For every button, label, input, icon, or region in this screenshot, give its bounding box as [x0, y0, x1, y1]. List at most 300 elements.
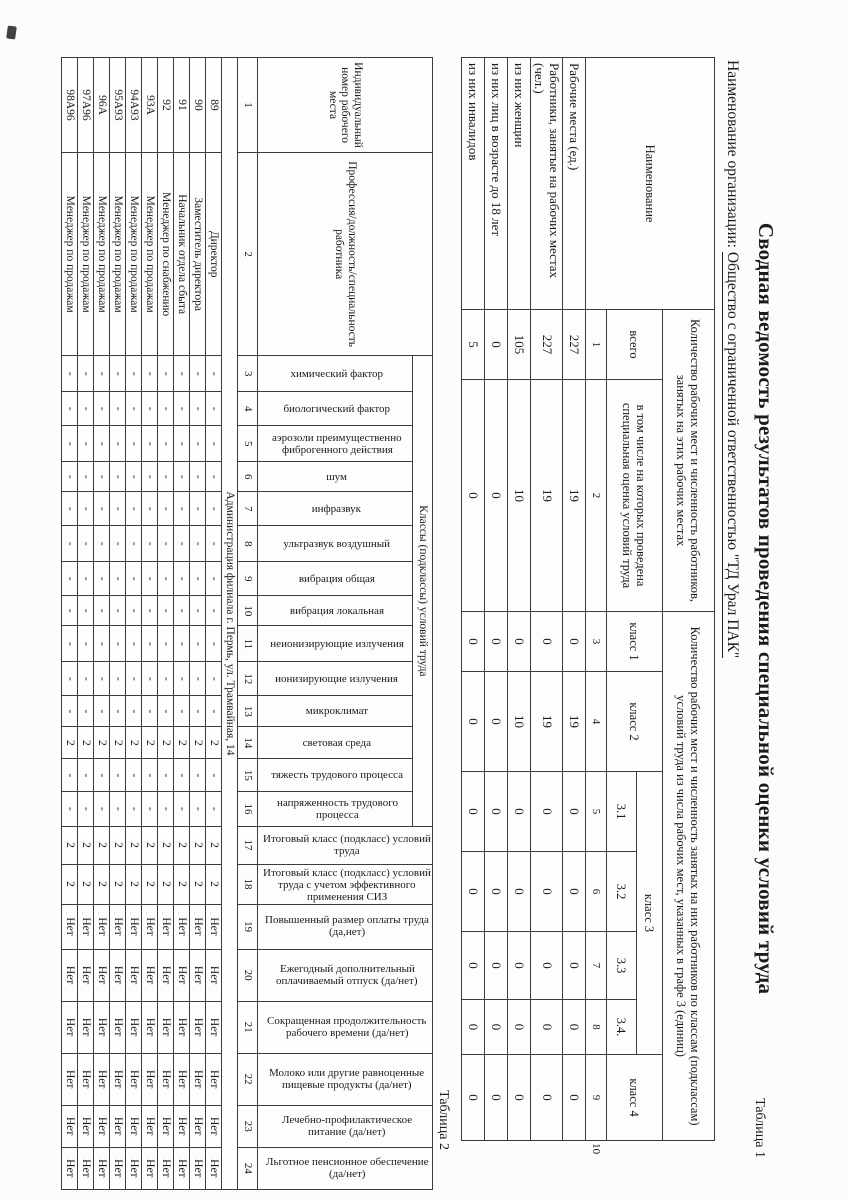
t1-value-cell: 0	[507, 1055, 530, 1141]
t1-row-label: из них лиц в возрасте до 18 лет	[484, 58, 507, 310]
t2-value-cell: -	[142, 596, 158, 626]
t2-value-cell: Нет	[110, 904, 126, 949]
t2-value-cell: Нет	[110, 1147, 126, 1189]
t2-value-cell: -	[158, 596, 174, 626]
t2-outcome-label: Итоговый класс (подкласс) условий труда	[262, 832, 431, 858]
table2-caption-line	[437, 57, 455, 1152]
t1-value-cell: 0	[461, 772, 484, 852]
t2-value-cell: -	[62, 696, 78, 727]
t2-value-cell: -	[110, 392, 126, 426]
t2-value-cell: -	[206, 696, 222, 727]
t2-value-cell: -	[110, 426, 126, 462]
t1-value-cell: 0	[530, 932, 562, 1000]
t1-value-cell: 0	[461, 1000, 484, 1055]
t1-value-cell: 0	[461, 932, 484, 1000]
t2-factor-label: ультразвук воздушный	[283, 537, 391, 550]
t1-value-cell: 0	[484, 772, 507, 852]
t2-value-cell: Нет	[94, 1105, 110, 1147]
t2-value-cell: 2	[158, 727, 174, 759]
t2-value-cell: Нет	[206, 949, 222, 1001]
table1-caption: Таблица 1	[752, 1098, 767, 1158]
t2-value-cell: -	[142, 426, 158, 462]
t2-value-cell: Нет	[62, 1001, 78, 1053]
t2-value-cell: Нет	[190, 904, 206, 949]
t2-factor-header	[258, 696, 413, 727]
t2-factor-label: шум	[326, 470, 348, 483]
t2-outcome-label: Повышенный размер оплаты труда (да,нет)	[264, 914, 429, 939]
t2-factor-header	[258, 426, 413, 462]
t2-value-cell: -	[206, 759, 222, 792]
t2-value-cell: 2	[110, 864, 126, 904]
t2-value-cell: Нет	[110, 1053, 126, 1105]
t2-value-cell: 2	[206, 826, 222, 864]
organization-line	[723, 60, 741, 1160]
t1-value-cell: 0	[484, 852, 507, 932]
t2-value-cell: Нет	[190, 1105, 206, 1147]
column-number: 10	[238, 596, 258, 626]
t2-value-cell: -	[174, 596, 190, 626]
t2-value-cell: -	[174, 696, 190, 727]
t1-value-cell: 0	[563, 932, 586, 1000]
t2-value-cell: -	[94, 696, 110, 727]
column-number: 7	[238, 492, 258, 526]
t2-value-cell: -	[126, 462, 142, 492]
column-number: 22	[238, 1053, 258, 1105]
t2-value-cell: -	[158, 356, 174, 392]
table-row	[126, 58, 142, 1190]
t2-value-cell: -	[174, 462, 190, 492]
t2-value-cell: -	[62, 356, 78, 392]
column-number: 5	[238, 426, 258, 462]
t2-value-cell: Нет	[78, 904, 94, 949]
t2-value-cell: 2	[62, 864, 78, 904]
t2-value-cell: Нет	[142, 1001, 158, 1053]
t2-value-cell: -	[190, 626, 206, 662]
t2-factor-label: биологический фактор	[283, 402, 391, 415]
t2-value-cell: -	[174, 492, 190, 526]
workplace-id: 92	[158, 58, 174, 153]
workplace-id: 94А93	[126, 58, 142, 153]
t2-value-cell: -	[94, 492, 110, 526]
t2-value-cell: -	[174, 662, 190, 696]
t1-value-cell: 0	[484, 932, 507, 1000]
t2-value-cell: -	[110, 526, 126, 562]
t2-value-cell: -	[62, 462, 78, 492]
t1-header-assessed: в том числе на которых проведена специальная оценка условий труда	[607, 380, 663, 612]
t2-value-cell: -	[158, 526, 174, 562]
t2-value-cell: -	[126, 526, 142, 562]
table-row	[78, 58, 94, 1190]
t2-value-cell: -	[62, 662, 78, 696]
column-number: 16	[238, 792, 258, 826]
t2-value-cell: -	[126, 356, 142, 392]
t2-value-cell: -	[206, 562, 222, 596]
t1-value-cell: 0	[563, 852, 586, 932]
t2-value-cell: Нет	[94, 1001, 110, 1053]
scan-artifact	[6, 25, 17, 39]
organization-name: Общество с ограниченной ответственностью "ТД Урал ПАК"	[724, 251, 741, 659]
t2-value-cell: -	[110, 759, 126, 792]
t2-value-cell: -	[126, 492, 142, 526]
t2-factor-header	[258, 462, 413, 492]
t2-value-cell: Нет	[142, 1147, 158, 1189]
t2-value-cell: Нет	[126, 904, 142, 949]
t2-outcome-header	[258, 949, 433, 1001]
t2-value-cell: Нет	[190, 949, 206, 1001]
t2-value-cell: -	[62, 492, 78, 526]
t2-value-cell: Нет	[62, 1147, 78, 1189]
table2-numbers-row	[238, 58, 258, 1190]
column-number: 1	[586, 310, 607, 380]
workplace-id: 95А93	[110, 58, 126, 153]
t2-factor-label: химический фактор	[290, 367, 384, 380]
t2-value-cell: -	[62, 392, 78, 426]
t2-value-cell: -	[158, 662, 174, 696]
profession: Менеджер по продажам	[94, 153, 110, 356]
t2-outcome-header	[258, 1147, 433, 1189]
t2-factor-label: световая среда	[302, 736, 371, 749]
t2-value-cell: Нет	[190, 1001, 206, 1053]
t1-header-group1: Количество рабочих мест и численность работников, занятых на этих рабочих местах	[663, 310, 715, 612]
t2-value-cell: -	[142, 696, 158, 727]
t2-value-cell: Нет	[206, 1105, 222, 1147]
t2-value-cell: Нет	[142, 904, 158, 949]
t2-factor-header	[258, 526, 413, 562]
column-number: 4	[238, 392, 258, 426]
t2-value-cell: Нет	[190, 1147, 206, 1189]
t2-value-cell: -	[206, 392, 222, 426]
table-row	[94, 58, 110, 1190]
t2-value-cell: -	[94, 662, 110, 696]
t2-value-cell: -	[158, 392, 174, 426]
t2-value-cell: Нет	[94, 1053, 110, 1105]
t2-value-cell: 2	[174, 826, 190, 864]
table-row	[158, 58, 174, 1190]
t2-value-cell: Нет	[126, 1001, 142, 1053]
t2-value-cell: -	[190, 596, 206, 626]
t2-value-cell: -	[126, 426, 142, 462]
t2-factor-label: вибрация локальная	[289, 604, 384, 617]
column-number: 4	[586, 672, 607, 772]
t2-value-cell: -	[142, 526, 158, 562]
t2-value-cell: 2	[94, 864, 110, 904]
t2-value-cell: 2	[126, 826, 142, 864]
t2-outcome-header	[258, 1105, 433, 1147]
table-row	[461, 58, 484, 1141]
t2-value-cell: -	[206, 626, 222, 662]
t2-value-cell: -	[62, 562, 78, 596]
t2-value-cell: -	[190, 526, 206, 562]
t2-value-cell: -	[190, 792, 206, 826]
t2-value-cell: -	[190, 662, 206, 696]
workplace-id: 90	[190, 58, 206, 153]
column-number: 7	[586, 932, 607, 1000]
column-number: 9	[238, 562, 258, 596]
t2-value-cell: -	[190, 356, 206, 392]
page-title: Сводная ведомость результатов проведения специальной оценки условий труда	[754, 222, 778, 995]
t2-value-cell: -	[78, 596, 94, 626]
t2-value-cell: -	[158, 626, 174, 662]
workplace-id: 97А96	[78, 58, 94, 153]
t2-value-cell: -	[206, 356, 222, 392]
table1-summary	[461, 57, 715, 1155]
section-row-label: Администрация филиала г. Пермь, ул. Трамвайная, 14	[222, 58, 238, 1190]
column-number: 12	[238, 662, 258, 696]
t2-value-cell: 2	[62, 826, 78, 864]
t2-value-cell: Нет	[94, 904, 110, 949]
workplace-id: 96А	[94, 58, 110, 153]
t2-value-cell: -	[126, 662, 142, 696]
t2-value-cell: Нет	[78, 1053, 94, 1105]
t1-value-cell: 10	[507, 380, 530, 612]
t2-value-cell: Нет	[206, 1147, 222, 1189]
column-number: 6	[586, 852, 607, 932]
t1-value-cell: 0	[563, 1000, 586, 1055]
t2-value-cell: -	[126, 562, 142, 596]
table-row	[507, 58, 530, 1141]
t2-outcome-header	[258, 1001, 433, 1053]
t2-value-cell: 2	[206, 864, 222, 904]
t2-value-cell: 2	[158, 864, 174, 904]
t2-outcome-label: Лечебно-профилактическое питание (да/нет)	[281, 1114, 412, 1139]
t2-value-cell: -	[78, 759, 94, 792]
t1-value-cell: 0	[563, 1055, 586, 1141]
t2-value-cell: -	[94, 626, 110, 662]
t2-value-cell: -	[110, 696, 126, 727]
table-row	[563, 58, 586, 1141]
t2-value-cell: 2	[110, 727, 126, 759]
t2-value-cell: -	[142, 492, 158, 526]
t2-value-cell: -	[110, 792, 126, 826]
column-number: 1	[238, 58, 258, 153]
t2-value-cell: Нет	[158, 1147, 174, 1189]
t2-value-cell: Нет	[158, 1053, 174, 1105]
t2-value-cell: -	[174, 426, 190, 462]
column-number: 2	[586, 380, 607, 612]
t2-value-cell: 2	[94, 826, 110, 864]
t2-factor-header	[258, 792, 413, 826]
column-number: 3	[586, 612, 607, 672]
t2-value-cell: -	[94, 596, 110, 626]
t1-value-cell: 0	[484, 672, 507, 772]
table1-header-row1	[663, 58, 715, 1141]
t1-header-class3-2: 3.2	[607, 852, 637, 932]
t1-value-cell: 19	[563, 380, 586, 612]
t1-value-cell: 5	[461, 310, 484, 380]
t2-value-cell: -	[174, 562, 190, 596]
t2-factor-header	[258, 492, 413, 526]
t1-row-label: из них женщин	[507, 58, 530, 310]
t2-value-cell: -	[158, 492, 174, 526]
t2-value-cell: Нет	[174, 949, 190, 1001]
t2-outcome-label: Льготное пенсионное обеспечение (да/нет)	[265, 1156, 429, 1181]
column-number: 5	[586, 772, 607, 852]
t1-header-class1: класс 1	[607, 612, 663, 672]
column-number: 18	[238, 864, 258, 904]
t2-value-cell: -	[110, 626, 126, 662]
t1-value-cell: 227	[530, 310, 562, 380]
t2-value-cell: -	[126, 759, 142, 792]
t2-value-cell: Нет	[78, 1001, 94, 1053]
t2-outcome-header	[258, 826, 433, 864]
t2-outcome-label: Ежегодный дополнительный оплачиваемый отпуск (да/нет)	[276, 963, 418, 988]
t1-value-cell: 0	[530, 772, 562, 852]
t2-value-cell: Нет	[206, 1001, 222, 1053]
t2-factor-label: инфразвук	[312, 502, 362, 515]
t2-value-cell: Нет	[62, 949, 78, 1001]
table2-body	[62, 58, 238, 1190]
t2-value-cell: -	[126, 696, 142, 727]
t2-value-cell: 2	[142, 826, 158, 864]
t1-value-cell: 0	[507, 772, 530, 852]
t1-header-class3-1: 3.1	[607, 772, 637, 852]
t2-value-cell: -	[190, 392, 206, 426]
t2-factor-label: микроклимат	[305, 705, 368, 718]
t2-value-cell: -	[158, 562, 174, 596]
t2-value-cell: -	[94, 562, 110, 596]
column-number: 8	[238, 526, 258, 562]
t2-value-cell: -	[142, 792, 158, 826]
t2-value-cell: -	[142, 562, 158, 596]
t1-row-label: из них инвалидов	[461, 58, 484, 310]
t2-value-cell: -	[142, 626, 158, 662]
table2-caption: Таблица 2	[435, 1090, 451, 1150]
t2-value-cell: Нет	[142, 1105, 158, 1147]
workplace-id: 93А	[142, 58, 158, 153]
table-row	[484, 58, 507, 1141]
t2-value-cell: -	[206, 596, 222, 626]
profession: Менеджер по снабжению	[158, 153, 174, 356]
column-number: 8	[586, 1000, 607, 1055]
t1-value-cell: 0	[530, 612, 562, 672]
table2-workplaces	[61, 57, 433, 1190]
t2-value-cell: -	[158, 792, 174, 826]
t2-value-cell: -	[206, 462, 222, 492]
workplace-id: 91	[174, 58, 190, 153]
t2-value-cell: -	[78, 462, 94, 492]
t2-value-cell: -	[62, 526, 78, 562]
t2-value-cell: -	[142, 462, 158, 492]
t2-value-cell: -	[158, 426, 174, 462]
t1-value-cell: 19	[563, 672, 586, 772]
t2-value-cell: -	[158, 759, 174, 792]
column-number: 3	[238, 356, 258, 392]
table-row	[190, 58, 206, 1190]
t1-header-group2: Количество рабочих мест и численность занятых на них работников по классам (подклассам) условий труда из числа рабочих мест, указанных в графе 3 (единиц)	[663, 612, 715, 1141]
t2-value-cell: 2	[126, 864, 142, 904]
t2-outcome-label: Молоко или другие равноценные пищевые продукты (да/нет)	[269, 1067, 425, 1092]
t2-value-cell: -	[174, 526, 190, 562]
profession: Менеджер по продажам	[126, 153, 142, 356]
t2-value-cell: -	[190, 562, 206, 596]
t1-header-class3-3: 3.3	[607, 932, 637, 1000]
t2-value-cell: -	[62, 626, 78, 662]
profession: Менеджер по продажам	[78, 153, 94, 356]
table-row	[530, 58, 562, 1141]
t2-header-workplace-number: Индивидуальный номер рабочего места	[258, 58, 433, 153]
t2-value-cell: Нет	[158, 904, 174, 949]
t2-value-cell: -	[190, 696, 206, 727]
t2-value-cell: 2	[158, 826, 174, 864]
t2-value-cell: -	[126, 392, 142, 426]
t1-header-class3: класс 3	[637, 772, 663, 1055]
t2-value-cell: Нет	[78, 949, 94, 1001]
t2-value-cell: -	[110, 662, 126, 696]
column-number: 2	[238, 153, 258, 356]
t1-value-cell: 0	[461, 672, 484, 772]
t2-value-cell: -	[174, 759, 190, 792]
t2-value-cell: -	[142, 392, 158, 426]
t2-value-cell: 2	[126, 727, 142, 759]
t2-factor-header	[258, 626, 413, 662]
column-number: 17	[238, 826, 258, 864]
column-number: 14	[238, 727, 258, 759]
t2-value-cell: 2	[174, 864, 190, 904]
t2-value-cell: Нет	[110, 1105, 126, 1147]
t2-factor-label: неионизирующие излучения	[269, 637, 404, 650]
t2-value-cell: Нет	[126, 1053, 142, 1105]
t2-value-cell: 2	[190, 864, 206, 904]
t2-value-cell: Нет	[110, 1001, 126, 1053]
t1-value-cell: 0	[484, 1000, 507, 1055]
column-number: 24	[238, 1147, 258, 1189]
t2-value-cell: Нет	[142, 949, 158, 1001]
t2-outcome-header	[258, 1053, 433, 1105]
t2-factor-header	[258, 759, 413, 792]
t1-header-class4: класс 4	[607, 1055, 663, 1141]
t1-value-cell: 105	[507, 310, 530, 380]
t2-factor-header	[258, 727, 413, 759]
column-number: 15	[238, 759, 258, 792]
t1-header-total: всего	[607, 310, 663, 380]
t1-value-cell: 19	[530, 672, 562, 772]
t2-value-cell: -	[126, 596, 142, 626]
t2-value-cell: -	[94, 392, 110, 426]
t1-value-cell: 0	[484, 380, 507, 612]
t2-outcome-label: Сокращенная продолжительность рабочего времени (да/нет)	[267, 1015, 427, 1040]
t2-factor-header	[258, 356, 413, 392]
t2-value-cell: Нет	[126, 949, 142, 1001]
table-row	[62, 58, 78, 1190]
profession: Директор	[206, 153, 222, 356]
t2-value-cell: Нет	[62, 1053, 78, 1105]
t2-value-cell: -	[126, 792, 142, 826]
t1-header-class3-4: 3.4.	[607, 1000, 637, 1055]
t2-factor-label: вибрация общая	[298, 572, 375, 585]
t2-value-cell: 2	[78, 864, 94, 904]
t2-value-cell: Нет	[62, 1105, 78, 1147]
t2-value-cell: -	[78, 662, 94, 696]
t2-value-cell: Нет	[158, 1105, 174, 1147]
t2-value-cell: -	[78, 426, 94, 462]
t2-value-cell: -	[78, 356, 94, 392]
t2-factor-label: ионизирующие излучения	[275, 672, 399, 685]
t2-value-cell: Нет	[206, 1053, 222, 1105]
column-number: 11	[238, 626, 258, 662]
t2-value-cell: -	[62, 792, 78, 826]
t2-value-cell: -	[142, 662, 158, 696]
t2-value-cell: -	[78, 562, 94, 596]
t1-row-label: Работники, занятые на рабочих местах (чел.)	[530, 58, 562, 310]
profession: Менеджер по продажам	[62, 153, 78, 356]
t1-value-cell: 19	[530, 380, 562, 612]
column-number: 13	[238, 696, 258, 727]
t2-value-cell: 2	[110, 826, 126, 864]
t2-value-cell: Нет	[126, 1147, 142, 1189]
t2-value-cell: -	[142, 356, 158, 392]
t1-value-cell: 10	[507, 672, 530, 772]
t2-header-classes: Классы (подклассы) условий труда	[412, 356, 432, 826]
